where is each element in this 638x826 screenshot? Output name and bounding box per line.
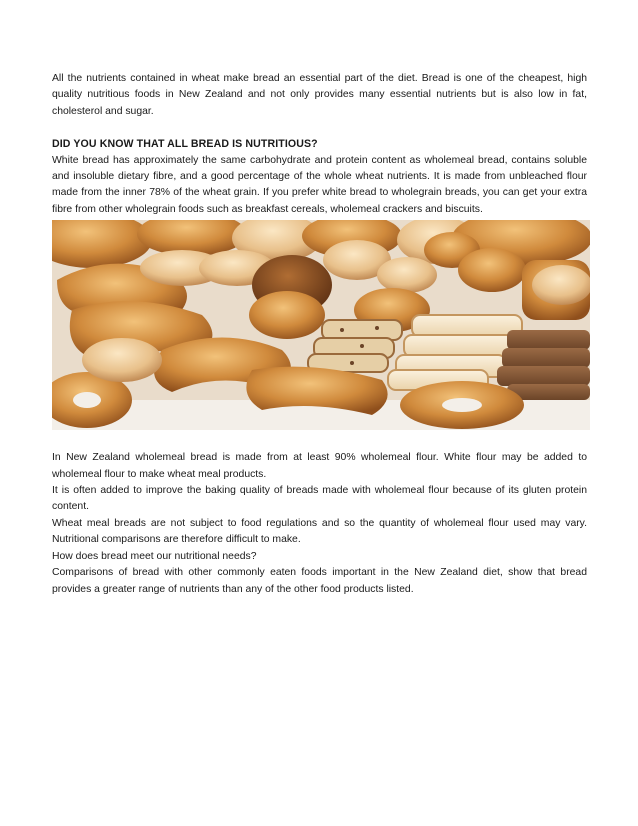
bread-photo <box>52 220 590 430</box>
section-heading: DID YOU KNOW THAT ALL BREAD IS NUTRITIOUS? <box>52 138 318 151</box>
intro-paragraph: All the nutrients contained in wheat make bread an essential part of the diet. Bread is one of the cheapest, high quality nutritious foods in New Zealand and not only provides many essential nutrients but is also low in fat, cholesterol and sugar. <box>52 73 587 117</box>
regulations-paragraph: Wheat meal breads are not subject to food regulations and so the quantity of wholemeal flour used may vary. Nutritional comparisons are therefore difficult to make. <box>52 517 587 546</box>
document-page <box>52 71 587 598</box>
wholemeal-paragraph: In New Zealand wholemeal bread is made from at least 90% wholemeal flour. White flour may be added to wholemeal flour to make wheat meal products. <box>52 452 587 480</box>
gluten-paragraph: It is often added to improve the baking quality of breads made with wholemeal flour because of its gluten protein content. <box>52 485 587 513</box>
question-line: How does bread meet our nutritional needs? <box>52 550 257 562</box>
comparisons-paragraph: Comparisons of bread with other commonly eaten foods important in the New Zealand diet, show that bread provides a greater range of nutrients than any of the other food products listed. <box>52 567 587 595</box>
white-bread-paragraph: White bread has approximately the same carbohydrate and protein content as wholemeal bread, contains soluble and insoluble dietary fibre, and a good percentage of the whole wheat nutrients. It is made from unbleached flour made from the inner 78% of the wheat grain. If you prefer white bread to wholegrain breads, you can get your extra fibre from other wholegrain foods such as breakfast cereals, wholemeal crackers and biscuits. <box>52 154 587 215</box>
